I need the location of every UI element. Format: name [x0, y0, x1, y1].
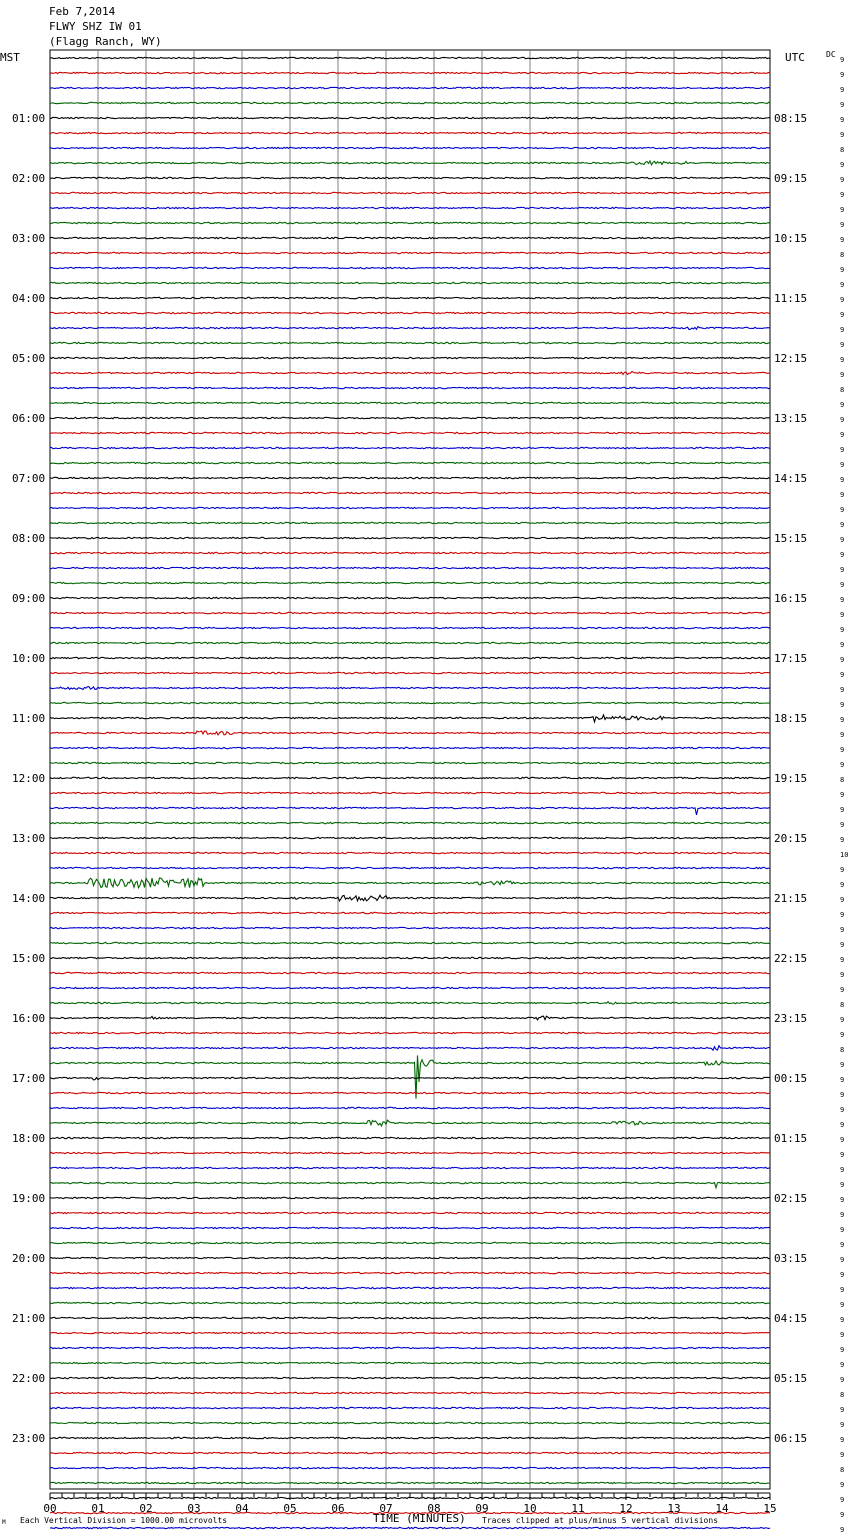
seismic-trace — [50, 807, 770, 815]
dc-offset-label: 9 — [840, 866, 845, 874]
seismic-trace — [50, 942, 770, 943]
seismic-trace — [50, 1167, 770, 1168]
dc-offset-label: 9 — [840, 731, 845, 739]
seismic-trace — [50, 867, 770, 868]
x-tick-label: 10 — [523, 1502, 537, 1515]
dc-offset-label: 9 — [840, 266, 845, 274]
utc-hour-label: 02:15 — [774, 1192, 808, 1205]
seismic-trace — [50, 1347, 770, 1348]
dc-offset-label: 9 — [840, 1301, 845, 1309]
dc-offset-label: 9 — [840, 1361, 845, 1369]
seismic-trace — [50, 957, 770, 958]
dc-offset-label: 9 — [840, 1481, 845, 1489]
utc-hour-label: 17:15 — [774, 652, 808, 665]
dc-offset-label: 9 — [840, 1436, 845, 1444]
seismic-trace — [50, 597, 770, 598]
utc-hour-label: 01:15 — [774, 1132, 808, 1145]
dc-offset-label: 9 — [840, 1136, 845, 1144]
seismic-trace — [50, 762, 770, 763]
seismic-trace — [50, 582, 770, 583]
seismic-trace — [50, 282, 770, 283]
seismic-trace — [50, 852, 770, 853]
seismic-trace — [50, 1317, 770, 1318]
dc-offset-label: 9 — [840, 911, 845, 919]
utc-hour-label: 21:15 — [774, 892, 808, 905]
dc-offset-label: 8 — [840, 146, 845, 154]
seismic-trace — [50, 731, 770, 735]
seismic-trace — [50, 1437, 770, 1438]
utc-hour-label: 22:15 — [774, 952, 808, 965]
seismic-trace — [50, 417, 770, 418]
seismic-trace — [50, 1120, 770, 1126]
seismic-trace — [50, 1152, 770, 1153]
dc-offset-label: 9 — [840, 131, 845, 139]
mst-hour-label: 12:00 — [12, 772, 46, 785]
dc-offset-label: 9 — [840, 491, 845, 499]
seismic-trace — [50, 687, 770, 690]
utc-hour-label: 09:15 — [774, 172, 808, 185]
x-tick-label: 15 — [763, 1502, 777, 1515]
dc-offset-label: 9 — [840, 1226, 845, 1234]
utc-hour-label: 11:15 — [774, 292, 808, 305]
dc-offset-label: 9 — [840, 191, 845, 199]
seismic-trace — [50, 987, 770, 988]
seismic-trace — [50, 1527, 770, 1528]
seismic-trace — [50, 747, 770, 748]
seismic-trace — [50, 1242, 770, 1243]
utc-hour-label: 06:15 — [774, 1432, 808, 1445]
chart-date: Feb 7,2014 — [49, 5, 116, 18]
dc-offset-label: 9 — [840, 986, 845, 994]
dc-offset-label: 9 — [840, 1031, 845, 1039]
dc-offset-label: 9 — [840, 506, 845, 514]
dc-offset-label: 9 — [840, 1256, 845, 1264]
dc-offset-label: 9 — [840, 1016, 845, 1024]
utc-hour-label: 12:15 — [774, 352, 808, 365]
dc-offset-label: 9 — [840, 1076, 845, 1084]
seismic-trace — [50, 878, 770, 888]
mst-hour-label: 17:00 — [12, 1072, 46, 1085]
seismic-trace — [50, 432, 770, 433]
dc-offset-label: 9 — [840, 221, 845, 229]
dc-offset-label: 9 — [840, 311, 845, 319]
seismic-trace — [50, 1452, 770, 1453]
x-tick-label: 12 — [619, 1502, 633, 1515]
mst-hour-label: 16:00 — [12, 1012, 46, 1025]
seismic-trace — [50, 402, 770, 403]
dc-offset-label: 9 — [840, 206, 845, 214]
seismic-trace — [50, 1002, 770, 1005]
seismic-trace — [50, 1092, 770, 1093]
dc-offset-label: 9 — [840, 1271, 845, 1279]
seismic-trace — [50, 1422, 770, 1423]
seismic-trace — [50, 297, 770, 298]
seismic-trace — [50, 267, 770, 268]
dc-offset-label: 9 — [840, 941, 845, 949]
dc-offset-label: 9 — [840, 791, 845, 799]
dc-offset-label: 9 — [840, 1181, 845, 1189]
dc-offset-label: 9 — [840, 1061, 845, 1069]
dc-offset-label: 9 — [840, 746, 845, 754]
x-tick-label: 03 — [187, 1502, 201, 1515]
seismic-trace — [50, 1197, 770, 1198]
x-tick-label: 14 — [715, 1502, 729, 1515]
seismic-trace — [50, 1377, 770, 1378]
seismic-trace — [50, 1302, 770, 1303]
seismic-trace — [50, 72, 770, 73]
dc-offset-label: 9 — [840, 371, 845, 379]
x-tick-label: 02 — [139, 1502, 153, 1515]
dc-offset-label: 9 — [840, 821, 845, 829]
seismic-trace — [50, 612, 770, 613]
mst-hour-label: 04:00 — [12, 292, 46, 305]
seismic-trace — [50, 1077, 770, 1080]
mst-hour-label: 15:00 — [12, 952, 46, 965]
seismic-trace — [50, 1257, 770, 1258]
seismic-trace — [50, 927, 770, 928]
dc-offset-label: 9 — [840, 956, 845, 964]
utc-hour-label: 19:15 — [774, 772, 808, 785]
dc-offset-label: 9 — [840, 281, 845, 289]
dc-offset-label: 9 — [840, 1151, 845, 1159]
mst-hour-label: 08:00 — [12, 532, 46, 545]
dc-offset-label: 9 — [840, 326, 845, 334]
seismic-trace — [50, 1016, 770, 1020]
seismic-trace — [50, 342, 770, 343]
seismic-trace — [50, 1107, 770, 1108]
x-tick-label: 07 — [379, 1502, 393, 1515]
mst-hour-label: 22:00 — [12, 1372, 46, 1385]
dc-offset-label: 9 — [840, 566, 845, 574]
dc-offset-label: 9 — [840, 161, 845, 169]
seismic-trace — [50, 642, 770, 643]
mst-hour-label: 02:00 — [12, 172, 46, 185]
seismic-trace — [50, 567, 770, 568]
dc-offset-label: 9 — [840, 581, 845, 589]
seismic-trace — [50, 477, 770, 478]
dc-offset-label: 9 — [840, 1346, 845, 1354]
dc-offset-label: 9 — [840, 86, 845, 94]
seismic-trace — [50, 387, 770, 388]
mst-hour-label: 23:00 — [12, 1432, 46, 1445]
dc-offset-label: 9 — [840, 1511, 845, 1519]
dc-offset-label: 9 — [840, 1496, 845, 1504]
seismic-trace — [50, 1362, 770, 1363]
seismic-trace — [50, 537, 770, 538]
seismic-trace — [50, 777, 770, 778]
dc-column-label: DC — [826, 50, 836, 59]
dc-offset-label: 9 — [840, 551, 845, 559]
dc-offset-label: 9 — [840, 1526, 845, 1534]
dc-offset-label: 9 — [840, 521, 845, 529]
seismic-trace — [50, 1287, 770, 1288]
seismic-trace — [50, 1467, 770, 1468]
dc-offset-label: 8 — [840, 1046, 845, 1054]
scale-note: Each Vertical Division = 1000.00 microvolts — [20, 1516, 228, 1525]
dc-offset-label: 9 — [840, 236, 845, 244]
seismic-trace — [50, 192, 770, 193]
x-tick-label: 00 — [43, 1502, 57, 1515]
mst-hour-label: 09:00 — [12, 592, 46, 605]
utc-hour-label: 14:15 — [774, 472, 808, 485]
x-tick-label: 01 — [91, 1502, 105, 1515]
dc-offset-label: 8 — [840, 251, 845, 259]
seismic-trace — [50, 895, 770, 901]
dc-offset-label: 9 — [840, 926, 845, 934]
seismic-trace — [50, 1272, 770, 1273]
chart-location: (Flagg Ranch, WY) — [49, 35, 162, 48]
seismic-trace — [50, 312, 770, 313]
seismic-trace — [50, 147, 770, 148]
dc-offset-label: 9 — [840, 1241, 845, 1249]
seismic-trace — [50, 1407, 770, 1408]
seismic-trace — [50, 1227, 770, 1228]
seismic-trace — [50, 87, 770, 88]
seismic-trace — [50, 1137, 770, 1138]
utc-hour-label: 05:15 — [774, 1372, 808, 1385]
seismic-trace — [50, 912, 770, 913]
seismic-trace — [50, 552, 770, 553]
dc-offset-label: 9 — [840, 1166, 845, 1174]
dc-offset-label: 8 — [840, 386, 845, 394]
mst-hour-label: 13:00 — [12, 832, 46, 845]
seismic-trace — [50, 222, 770, 223]
dc-offset-label: 9 — [840, 1331, 845, 1339]
seismic-trace — [50, 715, 770, 722]
dc-offset-label: 9 — [840, 71, 845, 79]
seismic-trace — [50, 102, 770, 103]
utc-hour-label: 03:15 — [774, 1252, 808, 1265]
seismic-trace — [50, 627, 770, 628]
dc-offset-label: 9 — [840, 701, 845, 709]
dc-offset-label: 9 — [840, 446, 845, 454]
seismic-trace — [50, 492, 770, 493]
seismic-trace — [50, 161, 770, 165]
dc-offset-label: 9 — [840, 881, 845, 889]
mst-hour-label: 10:00 — [12, 652, 46, 665]
dc-offset-label: 9 — [840, 836, 845, 844]
mst-hour-label: 07:00 — [12, 472, 46, 485]
utc-hour-label: 08:15 — [774, 112, 808, 125]
dc-offset-label: 9 — [840, 116, 845, 124]
dc-offset-label: 9 — [840, 536, 845, 544]
seismic-trace — [50, 1482, 770, 1483]
seismic-trace — [50, 1392, 770, 1393]
dc-offset-label: 9 — [840, 431, 845, 439]
seismic-trace — [50, 1212, 770, 1213]
x-tick-label: 08 — [427, 1502, 441, 1515]
dc-offset-label: 9 — [840, 1316, 845, 1324]
utc-hour-label: 20:15 — [774, 832, 808, 845]
utc-hour-label: 04:15 — [774, 1312, 808, 1325]
dc-offset-label: 9 — [840, 1406, 845, 1414]
dc-offset-label: 9 — [840, 1121, 845, 1129]
utc-hour-label: 00:15 — [774, 1072, 808, 1085]
x-tick-label: 13 — [667, 1502, 681, 1515]
dc-offset-label: 9 — [840, 1196, 845, 1204]
dc-offset-label: 9 — [840, 656, 845, 664]
dc-offset-label: 8 — [840, 1001, 845, 1009]
dc-offset-label: 9 — [840, 1451, 845, 1459]
mst-hour-label: 21:00 — [12, 1312, 46, 1325]
mst-hour-label: 14:00 — [12, 892, 46, 905]
seismic-trace — [50, 672, 770, 673]
utc-hour-label: 15:15 — [774, 532, 808, 545]
x-axis-title: TIME (MINUTES) — [373, 1512, 466, 1525]
utc-hour-label: 23:15 — [774, 1012, 808, 1025]
dc-offset-label: 9 — [840, 761, 845, 769]
seismic-trace — [50, 522, 770, 523]
seismic-trace — [50, 1046, 770, 1051]
dc-offset-label: 9 — [840, 1421, 845, 1429]
x-tick-label: 09 — [475, 1502, 489, 1515]
right-timezone-label: UTC — [785, 51, 805, 64]
x-tick-label: 05 — [283, 1502, 297, 1515]
seismic-trace — [50, 1182, 770, 1187]
utc-hour-label: 16:15 — [774, 592, 808, 605]
dc-offset-label: 9 — [840, 686, 845, 694]
seismic-trace — [50, 1497, 770, 1498]
dc-offset-label: 9 — [840, 896, 845, 904]
dc-offset-label: 9 — [840, 1211, 845, 1219]
x-tick-label: 11 — [571, 1502, 585, 1515]
dc-offset-label: 9 — [840, 641, 845, 649]
utc-hour-label: 13:15 — [774, 412, 808, 425]
dc-offset-label: 8 — [840, 1391, 845, 1399]
mst-hour-label: 11:00 — [12, 712, 46, 725]
dc-offset-label: 9 — [840, 416, 845, 424]
dc-offset-label: 9 — [840, 716, 845, 724]
dc-offset-label: 9 — [840, 1286, 845, 1294]
seismic-trace — [50, 462, 770, 463]
seismic-trace — [50, 792, 770, 793]
seismic-trace — [50, 702, 770, 703]
mst-hour-label: 06:00 — [12, 412, 46, 425]
seismic-trace — [50, 972, 770, 973]
seismic-trace — [50, 447, 770, 448]
dc-offset-label: 9 — [840, 611, 845, 619]
x-tick-label: 06 — [331, 1502, 345, 1515]
dc-offset-label: 9 — [840, 461, 845, 469]
dc-offset-label: 9 — [840, 971, 845, 979]
seismic-trace — [50, 507, 770, 508]
seismic-trace — [50, 132, 770, 133]
seismic-trace — [50, 1332, 770, 1333]
mst-hour-label: 19:00 — [12, 1192, 46, 1205]
seismic-trace — [50, 1032, 770, 1033]
mst-hour-label: 01:00 — [12, 112, 46, 125]
seismic-trace — [50, 252, 770, 253]
dc-offset-label: 9 — [840, 806, 845, 814]
dc-offset-label: 9 — [840, 1376, 845, 1384]
dc-offset-label: 9 — [840, 356, 845, 364]
seismic-trace — [50, 371, 770, 374]
x-tick-label: 04 — [235, 1502, 249, 1515]
dc-offset-label: 9 — [840, 401, 845, 409]
dc-offset-label: 8 — [840, 776, 845, 784]
dc-offset-label: 9 — [840, 1091, 845, 1099]
dc-offset-label: 9 — [840, 596, 845, 604]
seismic-trace — [50, 822, 770, 823]
seismic-trace — [50, 237, 770, 238]
dc-offset-label: 9 — [840, 296, 845, 304]
left-timezone-label: MST — [0, 51, 20, 64]
dc-offset-label: 9 — [840, 176, 845, 184]
dc-offset-label: 9 — [840, 341, 845, 349]
corner-mark: M — [2, 1519, 6, 1526]
dc-offset-label: 9 — [840, 476, 845, 484]
seismic-trace — [50, 207, 770, 208]
mst-hour-label: 20:00 — [12, 1252, 46, 1265]
seismic-trace — [50, 57, 770, 58]
seismic-trace — [50, 327, 770, 330]
utc-hour-label: 18:15 — [774, 712, 808, 725]
utc-hour-label: 10:15 — [774, 232, 808, 245]
dc-offset-label: 9 — [840, 1106, 845, 1114]
dc-offset-label: 9 — [840, 56, 845, 64]
seismic-trace — [50, 837, 770, 838]
dc-offset-label: 10 — [840, 851, 849, 859]
seismic-trace — [50, 117, 770, 118]
dc-offset-label: 8 — [840, 1466, 845, 1474]
clip-note: Traces clipped at plus/minus 5 vertical divisions — [482, 1516, 719, 1525]
seismic-trace — [50, 657, 770, 658]
mst-hour-label: 05:00 — [12, 352, 46, 365]
dc-offset-label: 9 — [840, 671, 845, 679]
seismic-trace — [50, 357, 770, 358]
seismic-trace — [50, 177, 770, 178]
mst-hour-label: 18:00 — [12, 1132, 46, 1145]
chart-station: FLWY SHZ IW 01 — [49, 20, 142, 33]
dc-offset-label: 9 — [840, 626, 845, 634]
dc-offset-label: 9 — [840, 101, 845, 109]
mst-hour-label: 03:00 — [12, 232, 46, 245]
